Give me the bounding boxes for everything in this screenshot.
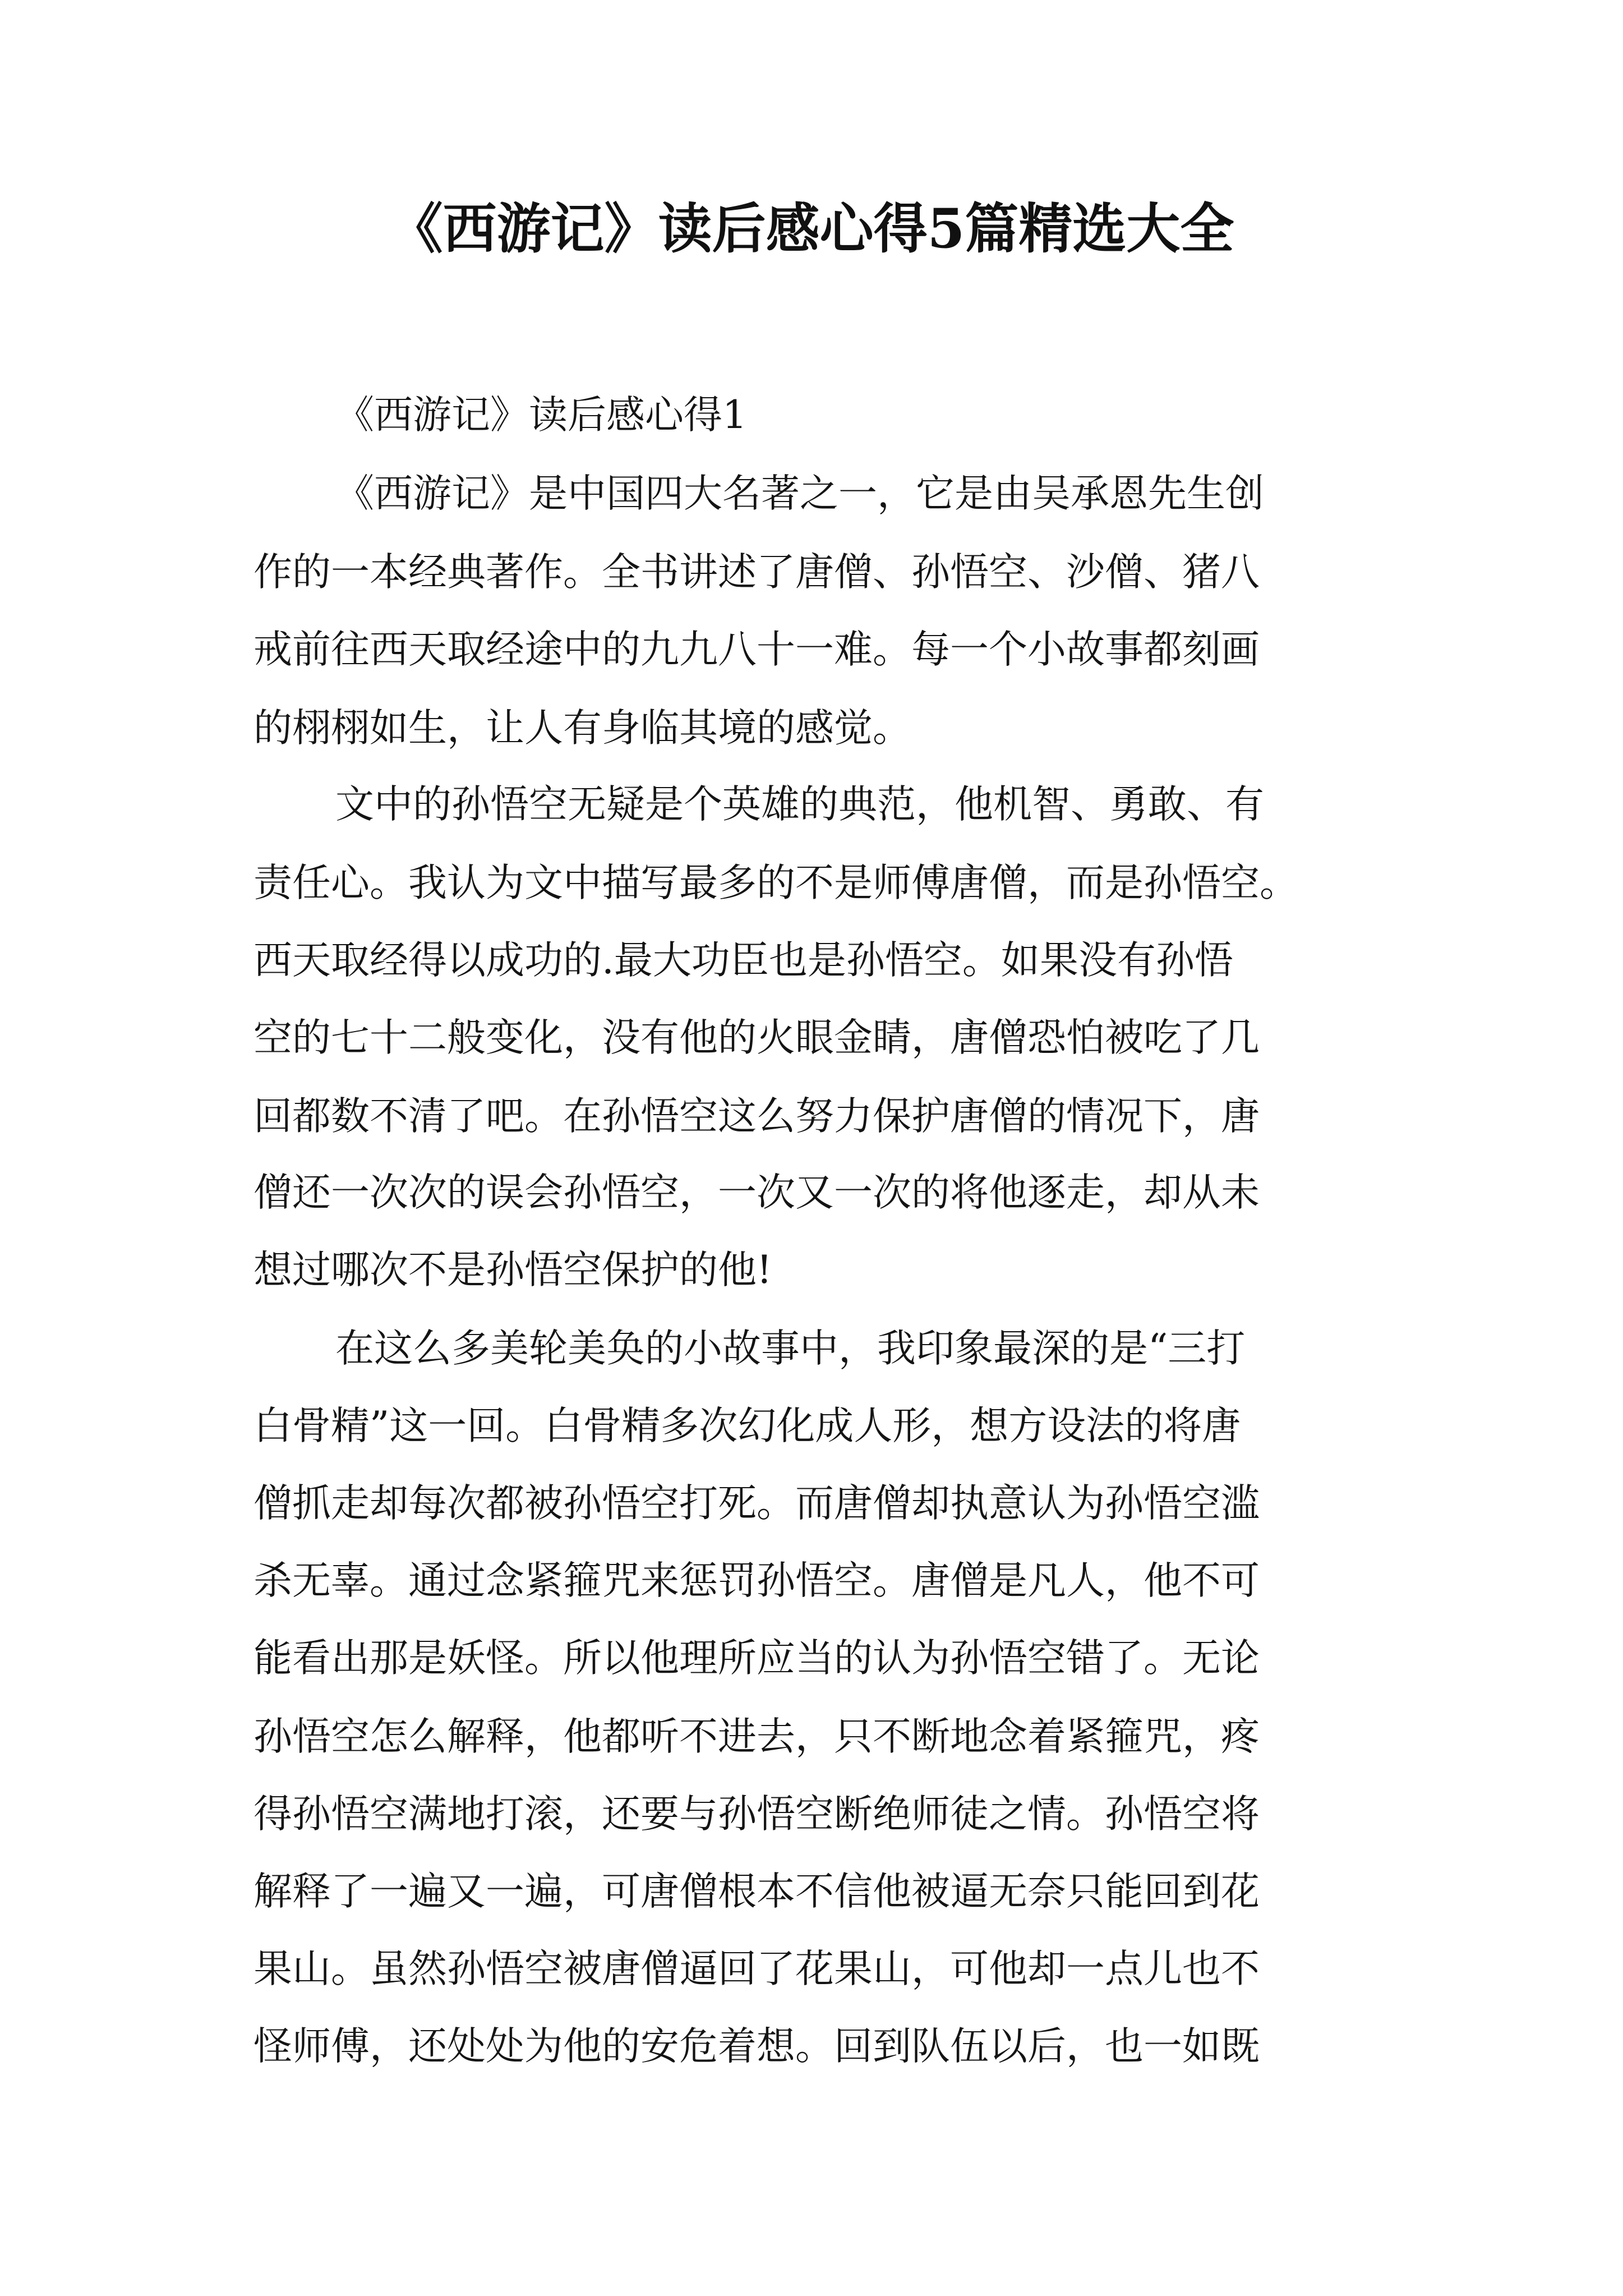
text-line: 想过哪次不是孙悟空保护的他! [253,1248,772,1292]
text-line: 文中的孙悟空无疑是个英雄的典范，他机智、勇敢、有 [335,782,1264,827]
text-line: 回都数不清了吧。在孙悟空这么努力保护唐僧的情况下，唐 [253,1094,1260,1139]
text-line: 空的七十二般变化，没有他的火眼金睛，唐僧恐怕被吃了几 [253,1015,1260,1060]
text-line: 僧抓走却每次都被孙悟空打死。而唐僧却执意认为孙悟空滥 [253,1481,1260,1526]
text-line: 孙悟空怎么解释，他都听不进去，只不断地念着紧箍咒，疼 [253,1714,1260,1759]
text-line: 果山。虽然孙悟空被唐僧逼回了花果山，可他却一点儿也不 [253,1947,1260,1991]
section-heading: 《西游记》读后感心得1 [335,393,747,438]
document-title: 《西游记》读后感心得5篇精选大全 [389,197,1234,260]
text-line: 杀无辜。通过念紧箍咒来惩罚孙悟空。唐僧是凡人，他不可 [253,1558,1260,1603]
text-line: 责任心。我认为文中描写最多的不是师傅唐僧，而是孙悟空。 [253,861,1298,905]
text-line: 能看出那是妖怪。所以他理所应当的认为孙悟空错了。无论 [253,1636,1260,1681]
text-line: 的栩栩如生，让人有身临其境的感觉。 [253,706,911,751]
text-line: 作的一本经典著作。全书讲述了唐僧、孙悟空、沙僧、猪八 [253,550,1260,595]
text-line: 戒前往西天取经途中的九九八十一难。每一个小故事都刻画 [253,627,1260,672]
text-line: 解释了一遍又一遍，可唐僧根本不信他被逼无奈只能回到花 [253,1869,1260,1914]
text-line: 得孙悟空满地打滚，还要与孙悟空断绝师徒之情。孙悟空将 [253,1792,1260,1837]
text-line: 怪师傅，还处处为他的安危着想。回到队伍以后，也一如既 [253,2024,1260,2069]
text-line: 僧还一次次的误会孙悟空，一次又一次的将他逐走，却从未 [253,1170,1260,1215]
text-line: 在这么多美轮美奂的小故事中，我印象最深的是“三打 [335,1326,1246,1371]
text-line: 白骨精”这一回。白骨精多次幻化成人形，想方设法的将唐 [253,1404,1241,1448]
text-line: 《西游记》是中国四大名著之一，它是由吴承恩先生创 [335,471,1264,516]
text-line: 西天取经得以成功的.最大功臣也是孙悟空。如果没有孙悟 [253,938,1233,983]
